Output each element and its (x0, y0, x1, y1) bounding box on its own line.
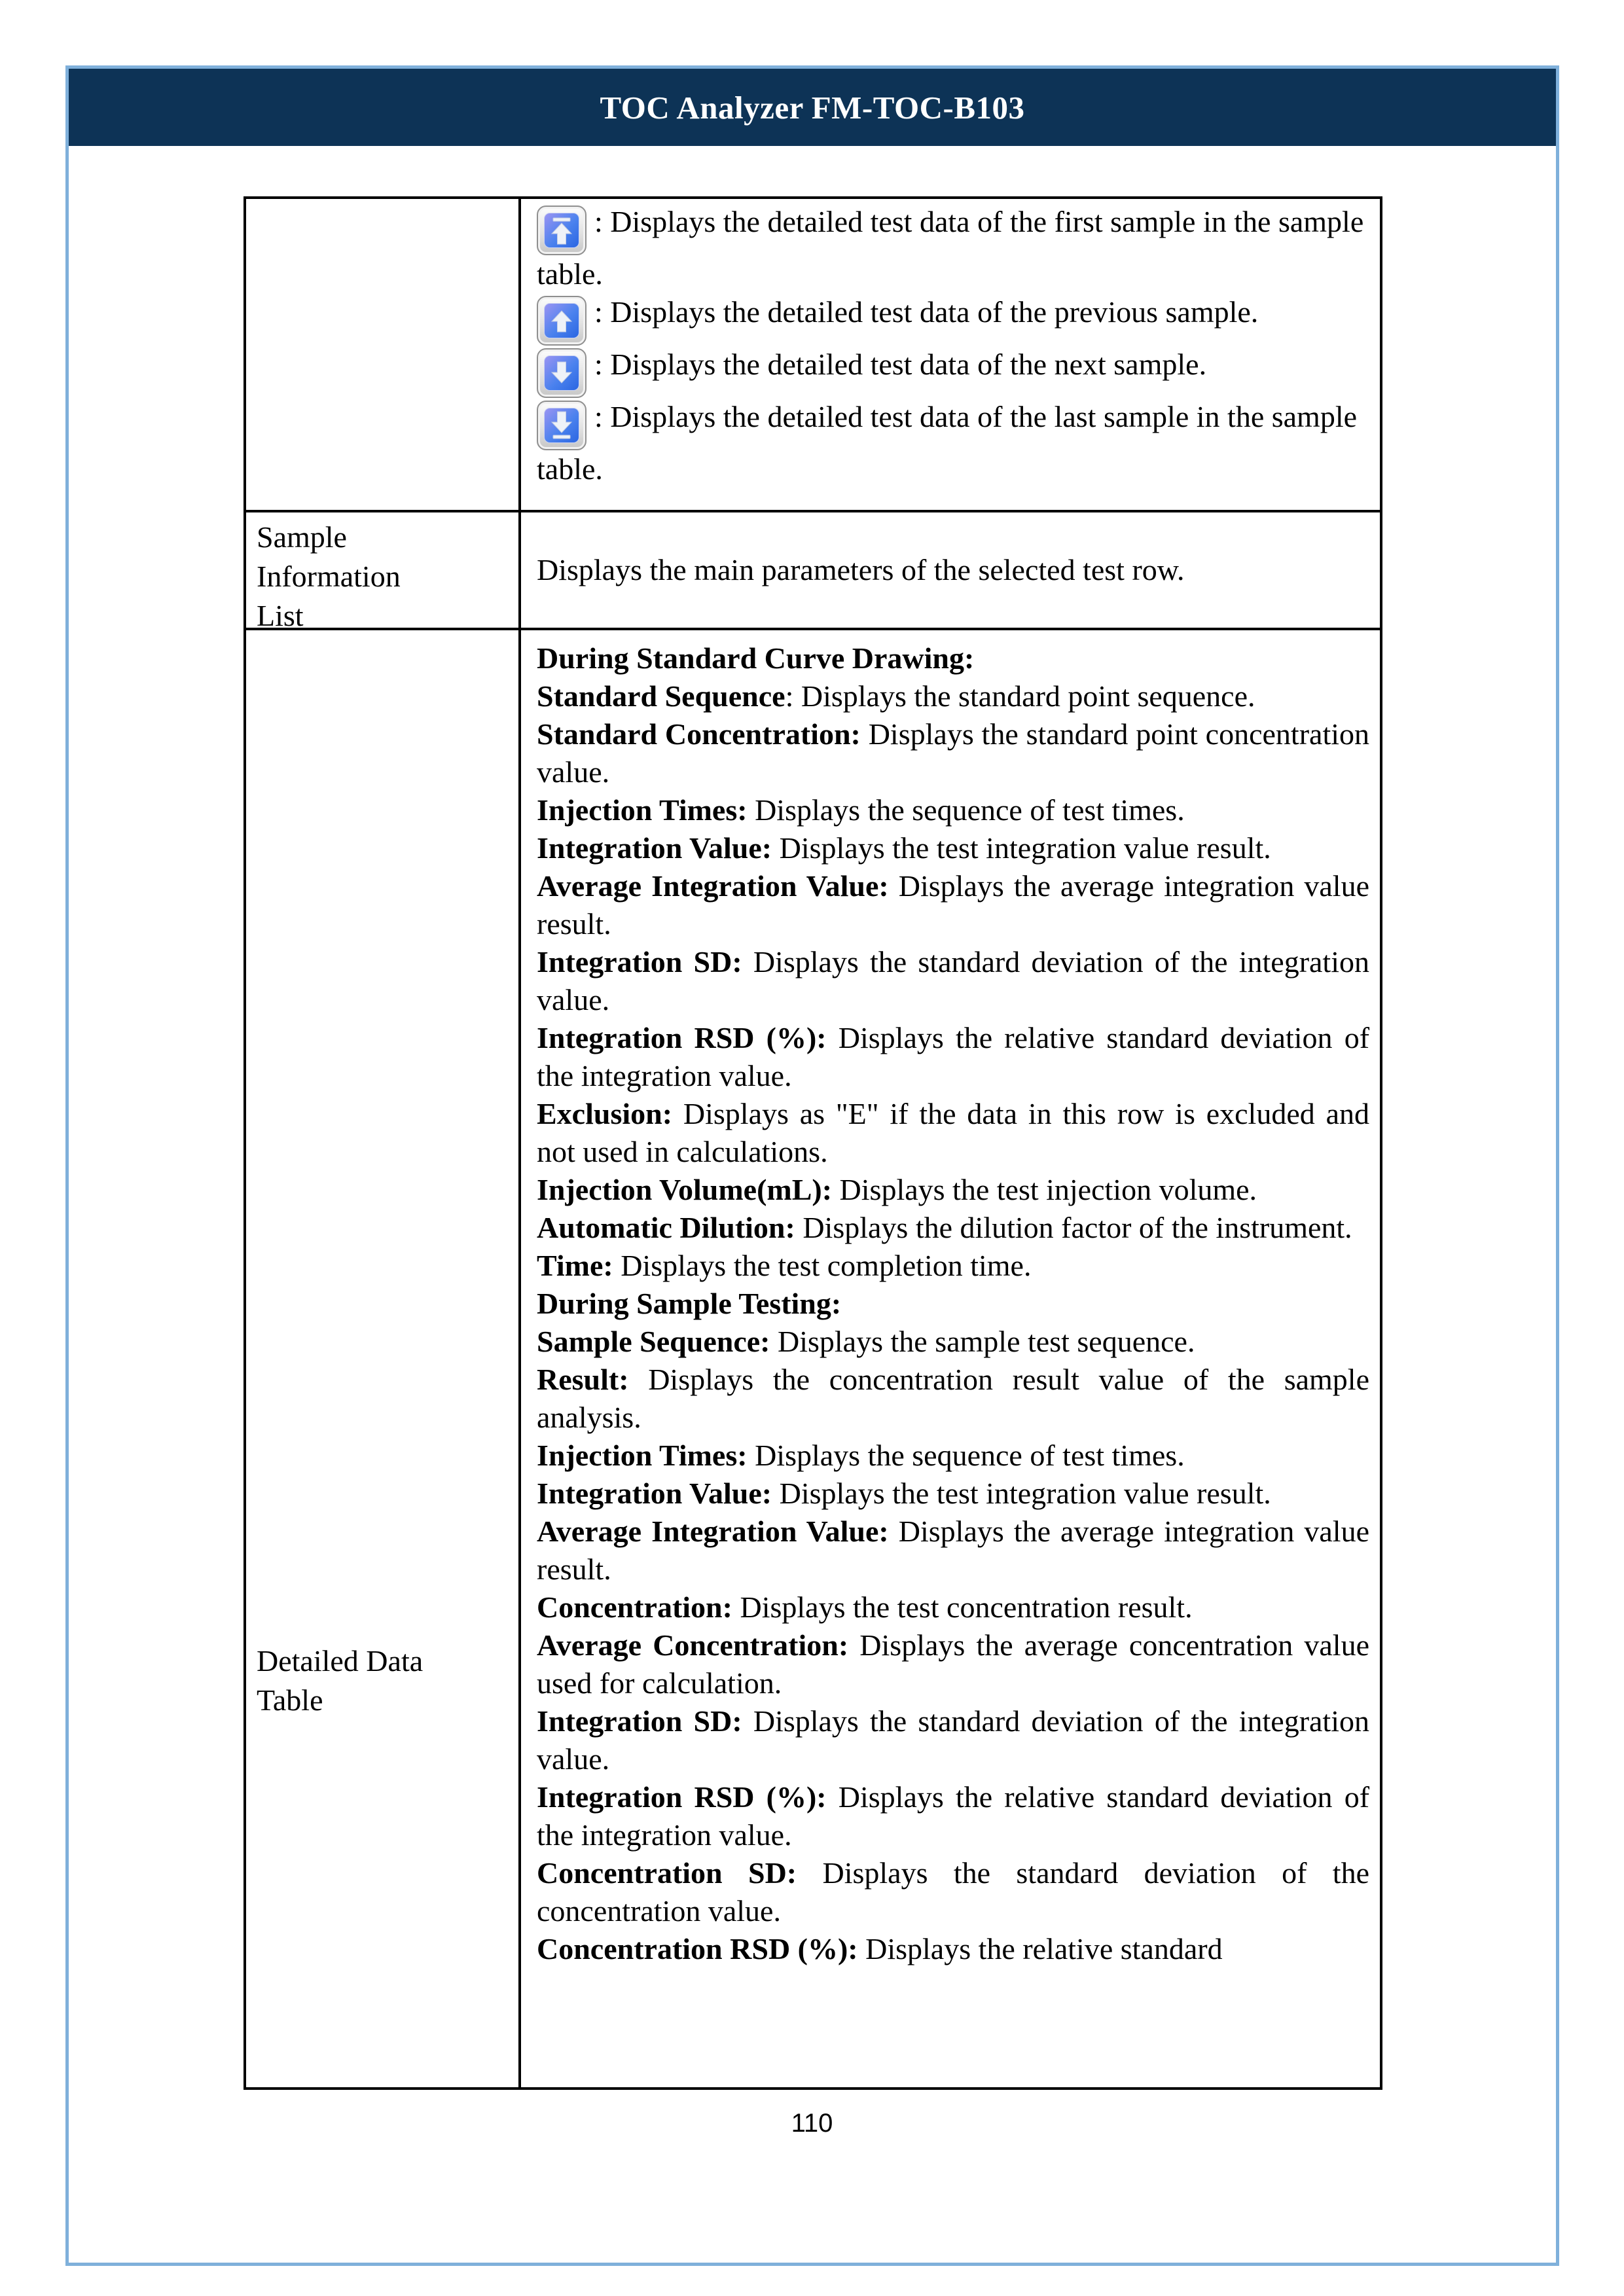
icon-description-text: : Displays the detailed test data of the first sample in the sample table. (537, 205, 1364, 291)
icon-description-text: : Displays the detailed test data of the next sample. (594, 348, 1207, 381)
field-description (537, 1019, 1369, 1095)
field-text: Displays the concentration result value of the sample analysis. (537, 1363, 1369, 1434)
field-name: Injection Times: (537, 793, 748, 827)
field-name: Automatic Dilution: (537, 1211, 795, 1244)
row-label-line: Sample (257, 520, 347, 554)
row-label-line: Information (257, 560, 401, 593)
field-text: Displays the sequence of test times. (747, 793, 1185, 827)
field-name: Integration RSD (%): (537, 1780, 827, 1814)
header-bar (69, 69, 1556, 146)
field-description (537, 1437, 1369, 1475)
field-text: : Displays the standard point sequence. (785, 679, 1255, 713)
field-description (537, 1626, 1369, 1702)
field-text: Displays the sample test sequence. (770, 1325, 1195, 1358)
icon-description-text: : Displays the detailed test data of the last sample in the sample table. (537, 400, 1358, 486)
field-text: Displays the test integration value result. (772, 1477, 1271, 1510)
field-name: Injection Volume(mL): (537, 1173, 833, 1206)
field-description (537, 867, 1369, 943)
field-description (537, 791, 1369, 829)
field-text: Displays the average concentration value used for calculation. (537, 1628, 1369, 1700)
field-text: Displays the standard deviation of the integration value. (537, 945, 1369, 1016)
field-name: During Standard Curve Drawing: (537, 641, 975, 675)
row-label (257, 1641, 509, 1720)
field-description (537, 829, 1369, 867)
field-name: Time: (537, 1249, 613, 1282)
icon-description-text: : Displays the detailed test data of the previous sample. (594, 295, 1259, 329)
icon-description (537, 346, 1369, 398)
field-text: Displays the relative standard (857, 1932, 1223, 1965)
row-label-line: Detailed Data (257, 1644, 424, 1677)
label-cell (246, 512, 521, 632)
page-number: 110 (791, 2109, 833, 2138)
field-name: During Sample Testing: (537, 1287, 842, 1320)
field-description (537, 1588, 1369, 1626)
last-sample-icon (537, 401, 586, 450)
field-name: Average Integration Value: (537, 1515, 889, 1548)
field-name: Average Integration Value: (537, 869, 889, 903)
field-description (537, 1247, 1369, 1285)
field-name: Integration RSD (%): (537, 1021, 827, 1054)
label-cell (246, 630, 521, 2087)
field-text: Displays the test completion time. (613, 1249, 1032, 1282)
field-name: Integration SD: (537, 1704, 742, 1738)
field-text: Displays the standard deviation of the concentration value. (537, 1856, 1369, 1928)
field-text: Displays the sequence of test times. (747, 1439, 1185, 1472)
table-row-detailed-data-table (246, 628, 1380, 2087)
field-name: Concentration RSD (%): (537, 1932, 858, 1965)
field-name: Integration SD: (537, 945, 742, 978)
field-name: Standard Concentration: (537, 717, 861, 751)
field-name: Integration Value: (537, 1477, 772, 1510)
field-description (537, 1702, 1369, 1778)
field-name: Result: (537, 1363, 629, 1396)
table-row-sample-information-list (246, 510, 1380, 632)
field-text: Displays the standard deviation of the integration value. (537, 1704, 1369, 1776)
field-text: Displays the average integration value result. (537, 1515, 1370, 1586)
field-description (537, 715, 1369, 791)
row-label-line: Table (257, 1683, 323, 1717)
field-name: Average Concentration: (537, 1628, 849, 1662)
field-description (537, 639, 1369, 677)
field-description (537, 1778, 1369, 1854)
field-text: Displays the test injection volume. (832, 1173, 1257, 1206)
field-description (537, 1095, 1369, 1171)
field-description (537, 1323, 1369, 1361)
field-name: Concentration: (537, 1590, 732, 1624)
field-description (537, 677, 1369, 715)
field-text: Displays the dilution factor of the instrument. (795, 1211, 1352, 1244)
icon-description (537, 293, 1369, 346)
table-row-navigation-buttons (246, 199, 1380, 510)
previous-sample-icon (537, 296, 586, 346)
field-name: Standard Sequence (537, 679, 785, 713)
icon-description (537, 398, 1369, 488)
first-sample-icon (537, 206, 586, 255)
row-label-line: List (257, 599, 304, 632)
field-name: Exclusion: (537, 1097, 673, 1130)
field-text: Displays the test concentration result. (732, 1590, 1193, 1624)
description-text: Displays the main parameters of the selected test row. (537, 553, 1185, 586)
navigation-buttons-descriptions (521, 199, 1380, 510)
field-description (537, 1854, 1369, 1930)
icon-description (537, 203, 1369, 293)
page-title: TOC Analyzer FM-TOC-B103 (600, 89, 1025, 126)
field-text: Displays the average integration value result. (537, 869, 1370, 941)
field-description (537, 1361, 1369, 1437)
field-description (537, 1171, 1369, 1209)
field-name: Concentration SD: (537, 1856, 797, 1890)
field-text: Displays as "E" if the data in this row is excluded and not used in calculations. (537, 1097, 1369, 1168)
field-description (537, 1285, 1369, 1323)
label-cell-empty (246, 199, 521, 510)
description-cell (521, 512, 1380, 628)
content-table (244, 196, 1382, 2090)
field-text: Displays the standard point concentration value. (537, 717, 1369, 789)
field-description (537, 1475, 1369, 1513)
field-description (537, 1513, 1369, 1588)
field-name: Sample Sequence: (537, 1325, 770, 1358)
field-text: Displays the relative standard deviation of the integration value. (537, 1780, 1370, 1852)
next-sample-icon (537, 348, 586, 398)
field-text: Displays the relative standard deviation of the integration value. (537, 1021, 1370, 1092)
field-name: Injection Times: (537, 1439, 748, 1472)
field-description (537, 1930, 1369, 1968)
description-cell (521, 630, 1380, 2087)
field-text: Displays the test integration value result. (772, 831, 1271, 865)
field-description (537, 943, 1369, 1019)
field-name: Integration Value: (537, 831, 772, 865)
field-description (537, 1209, 1369, 1247)
